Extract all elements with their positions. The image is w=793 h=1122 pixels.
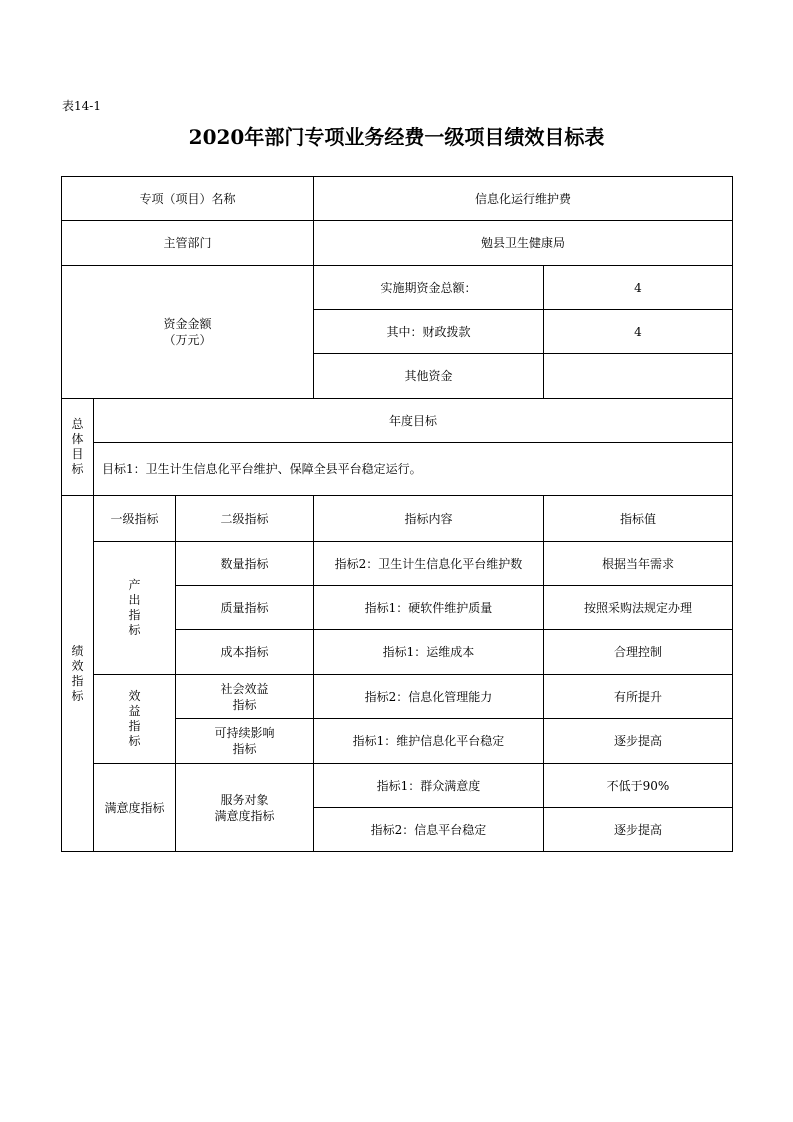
- level2-cell: 质量指标: [220, 600, 269, 615]
- header-value: 指标值: [619, 511, 656, 526]
- value-cell: 合理控制: [613, 645, 662, 659]
- department-value: 勉县卫生健康局: [480, 236, 565, 250]
- level2-line: 社会效益: [220, 681, 269, 696]
- annual-goal-label: 年度目标: [388, 413, 437, 428]
- content-cell: 指标1：维护信息化平台稳定: [352, 734, 505, 748]
- header-content: 指标内容: [404, 511, 453, 526]
- value-cell: 不低于90%: [606, 778, 670, 793]
- header-level1: 一级指标: [110, 511, 159, 526]
- content-cell: 指标1：运维成本: [382, 645, 475, 659]
- table-border-right: [732, 176, 733, 852]
- content-cell: 指标2：卫生计生信息化平台维护数: [334, 556, 523, 571]
- level2-line: 服务对象: [220, 792, 269, 807]
- value-cell: 有所提升: [613, 689, 662, 704]
- overall-goal-char: 目: [71, 447, 84, 461]
- level2-cell: [176, 675, 313, 718]
- level2-cell: 成本指标: [220, 645, 269, 659]
- annual-goal-text: 目标1：卫生计生信息化平台维护、保障全县平台稳定运行。: [102, 462, 422, 476]
- page-title: 2020年部门专项业务经费一级项目绩效目标表: [188, 125, 605, 149]
- level2-line: 可持续影响: [214, 726, 275, 740]
- funds-other-value: [544, 354, 732, 398]
- funds-label-line1: 资金金额: [163, 317, 212, 331]
- content-cell: 指标1：硬软件维护质量: [364, 600, 493, 615]
- satisfaction-indicator-label: 满意度指标: [104, 800, 165, 815]
- value-cell: 逐步提高: [613, 734, 662, 748]
- overall-goal-char: 体: [71, 432, 84, 446]
- funds-label-line2: （万元）: [163, 333, 212, 347]
- level2-line: 指标: [232, 697, 257, 712]
- content-cell: 指标1：群众满意度: [376, 778, 481, 793]
- value-cell: 根据当年需求: [601, 556, 674, 571]
- benefit-indicator-char: 指: [128, 719, 141, 733]
- output-indicator-char: 指: [128, 608, 141, 622]
- funds-label: [62, 266, 313, 398]
- performance-char: 效: [71, 658, 84, 673]
- content-cell: 指标2：信息平台稳定: [370, 822, 487, 837]
- output-indicator-char: 标: [128, 623, 141, 637]
- funds-fiscal-value: 4: [634, 324, 642, 339]
- project-name-label: 专项（项目）名称: [139, 191, 236, 206]
- level2-line: 指标: [232, 742, 257, 756]
- performance-char: 标: [71, 688, 84, 703]
- table-border-bottom: [61, 851, 733, 852]
- header-level2: 二级指标: [220, 511, 269, 526]
- funds-other-label: 其他资金: [404, 369, 453, 383]
- level2-cell: 数量指标: [220, 556, 269, 571]
- funds-total-value: 4: [634, 280, 642, 295]
- benefit-indicator-char: 效: [128, 689, 141, 703]
- benefit-indicator-char: 标: [128, 734, 141, 748]
- value-cell: 逐步提高: [613, 822, 662, 837]
- output-indicator-label: [94, 542, 175, 674]
- performance-char: 绩: [71, 643, 84, 658]
- level2-line: 满意度指标: [214, 808, 275, 823]
- output-indicator-char: 出: [128, 593, 141, 607]
- department-label: 主管部门: [163, 236, 212, 250]
- project-name-value: 信息化运行维护费: [474, 191, 571, 206]
- overall-goal-char: 标: [71, 462, 84, 476]
- performance-side-label: [62, 496, 93, 851]
- table-number: 表14-1: [62, 99, 101, 113]
- level2-cell: [176, 719, 313, 763]
- performance-char: 指: [71, 673, 84, 688]
- funds-fiscal-label: 其中：财政拨款: [386, 324, 471, 339]
- overall-goal-side-label: [62, 399, 93, 495]
- value-cell: 按照采购法规定办理: [583, 600, 692, 615]
- funds-total-label: 实施期资金总额：: [380, 280, 477, 295]
- benefit-indicator-label: [94, 675, 175, 763]
- benefit-indicator-char: 益: [128, 704, 141, 718]
- level2-cell: [176, 764, 313, 851]
- overall-goal-char: 总: [71, 417, 84, 431]
- output-indicator-char: 产: [128, 578, 141, 592]
- content-cell: 指标2：信息化管理能力: [364, 689, 493, 704]
